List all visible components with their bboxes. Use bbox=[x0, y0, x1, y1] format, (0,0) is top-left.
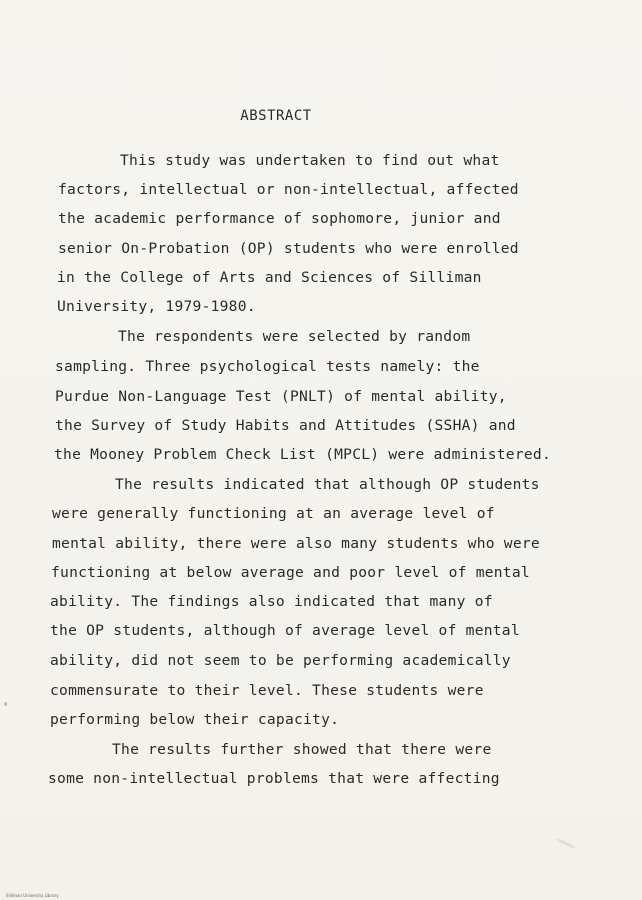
text-line: ability. The findings also indicated that many of bbox=[50, 593, 493, 610]
text-line: University, 1979-1980. bbox=[57, 298, 256, 315]
text-line: factors, intellectual or non-intellectual, affected bbox=[58, 181, 519, 198]
text-line: functioning at below average and poor level of mental bbox=[51, 564, 530, 581]
abstract-title: ABSTRACT bbox=[240, 108, 312, 124]
text-line: This study was undertaken to find out what bbox=[120, 152, 500, 169]
text-line: the Survey of Study Habits and Attitudes (SSHA) and bbox=[55, 417, 516, 434]
scan-mark bbox=[556, 838, 575, 849]
text-line: were generally functioning at an average level of bbox=[52, 505, 495, 522]
text-line: mental ability, there were also many students who were bbox=[52, 535, 540, 552]
text-line: commensurate to their level. These students were bbox=[50, 682, 484, 699]
text-line: The results further showed that there were bbox=[112, 741, 492, 758]
text-line: the OP students, although of average level of mental bbox=[50, 622, 520, 639]
text-line: The results indicated that although OP students bbox=[115, 476, 540, 493]
scan-speck bbox=[4, 702, 7, 706]
text-line: senior On-Probation (OP) students who were enrolled bbox=[58, 240, 519, 257]
text-line: the academic performance of sophomore, junior and bbox=[58, 210, 501, 227]
scan-footer: Silliman University Library bbox=[6, 893, 59, 898]
text-line: The respondents were selected by random bbox=[118, 328, 471, 345]
text-line: performing below their capacity. bbox=[50, 711, 340, 728]
text-line: sampling. Three psychological tests namely: the bbox=[55, 358, 480, 375]
text-line: some non-intellectual problems that were affecting bbox=[48, 770, 500, 787]
text-line: Purdue Non-Language Test (PNLT) of mental ability, bbox=[55, 388, 507, 405]
text-line: ability, did not seem to be performing academically bbox=[50, 652, 511, 669]
text-line: in the College of Arts and Sciences of Silliman bbox=[57, 269, 482, 286]
text-line: the Mooney Problem Check List (MPCL) were administered. bbox=[54, 446, 551, 463]
